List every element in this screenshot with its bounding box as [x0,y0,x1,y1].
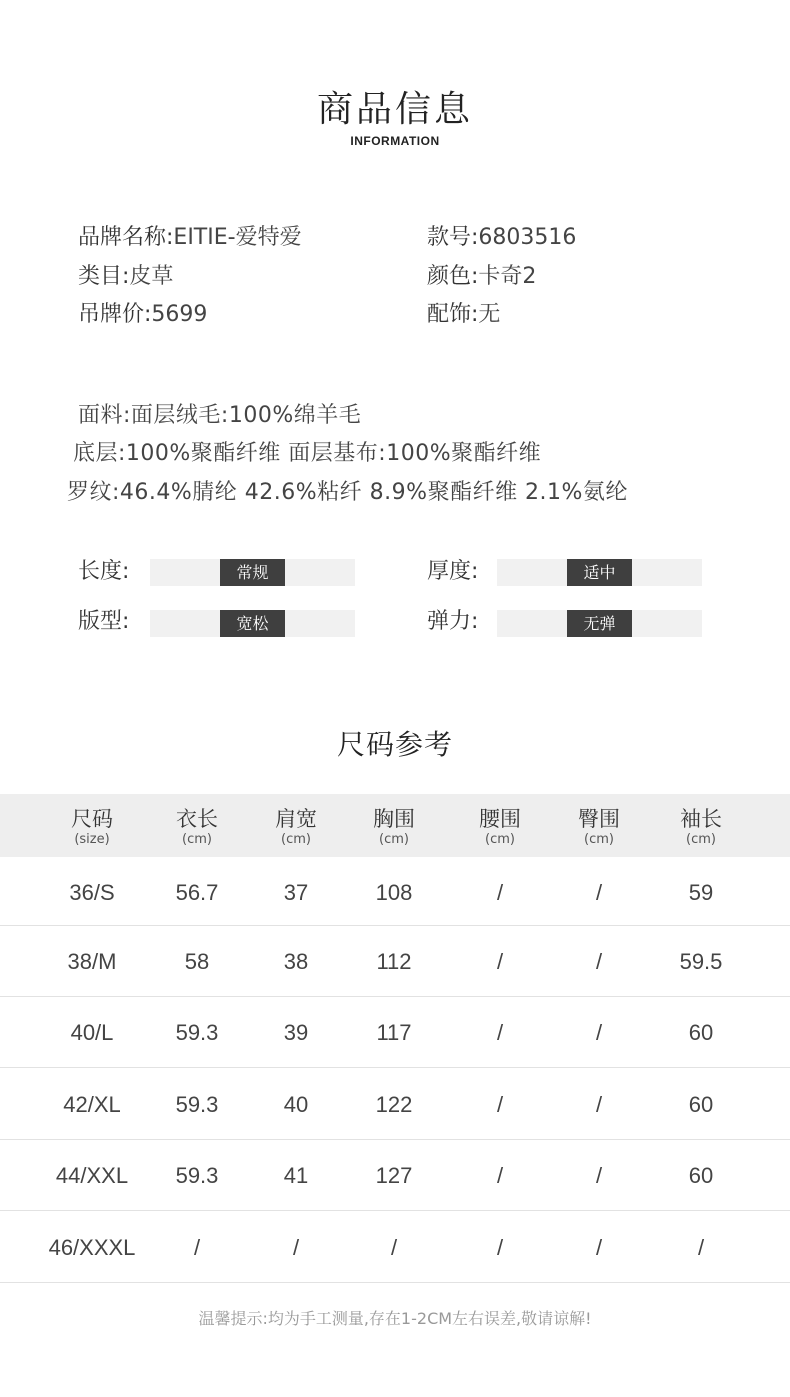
category-field [78,263,173,291]
style-number-field [427,224,576,252]
column-header-unit: (size) [74,832,110,847]
size-table-cell: / [496,879,504,905]
brand-value: EITIE-爱特爱 [173,225,302,250]
size-table-cell: / [390,1234,398,1260]
size-table-cell: 59.5 [679,949,723,974]
size-table-column-header [147,806,247,848]
size-table-cell: / [595,879,603,905]
size-table-size-cell: 46/XXXL [48,1234,136,1260]
size-table-size-cell: 42/XL [63,1091,121,1117]
measurement-note: 温馨提示:均为手工测量,存在1-2CM左右误差,敬请谅解! [198,1309,592,1328]
size-table-cell: 60 [688,1091,714,1117]
size-table-cell: / [595,949,603,974]
color-field [427,263,536,291]
tag-price-field [78,301,207,329]
column-header-unit: (cm) [182,832,212,847]
size-table-cell: 37 [283,879,309,905]
size-table-cell: 60 [688,1020,714,1045]
page-subtitle: INFORMATION [350,134,440,148]
category-label: 类目: [78,264,130,289]
brand-field [78,224,302,252]
size-table-cell: 60 [688,1162,714,1188]
table-row-divider [0,1139,790,1140]
size-table-size-cell: 44/XXL [55,1162,129,1188]
size-table-cell: 58 [184,949,210,974]
color-value: 卡奇2 [478,264,537,289]
column-header-unit: (cm) [379,832,409,847]
table-row-divider [0,1067,790,1068]
table-row-divider [0,1210,790,1211]
tag-price-label: 吊牌价: [78,302,152,327]
color-label: 颜色: [427,264,479,289]
size-table-cell: 40 [283,1091,309,1117]
size-table-column-header [246,806,346,848]
size-table-column-header [344,806,444,848]
column-header-label: 腰围 [479,807,521,831]
size-table-cell: / [496,949,504,974]
size-table-cell: / [496,1162,504,1188]
table-row-divider [0,925,790,926]
thickness-label: 厚度: [427,559,479,584]
thickness-tag: 适中 [567,559,632,586]
size-table-column-header [42,806,142,848]
size-table-cell: 59 [688,879,714,905]
category-value: 皮草 [129,264,174,289]
size-table-size-cell: 40/L [70,1020,114,1045]
size-table-cell: / [292,1234,300,1260]
column-header-unit: (cm) [281,832,311,847]
elasticity-label: 弹力: [427,609,479,634]
size-table-cell: / [193,1234,201,1260]
style-number-value: 6803516 [478,225,577,250]
size-table-cell: / [496,1020,504,1045]
table-row-divider [0,1282,790,1283]
size-table-cell: 41 [283,1162,309,1188]
size-table-cell: 38 [283,949,309,974]
size-table-cell: 59.3 [175,1162,219,1188]
fit-label: 版型: [78,609,130,634]
column-header-label: 肩宽 [275,807,317,831]
fit-tag: 宽松 [220,610,285,637]
style-number-label: 款号: [427,225,479,250]
size-table-cell: / [595,1091,603,1117]
column-header-unit: (cm) [485,832,515,847]
length-tag: 常规 [220,559,285,586]
elasticity-tag: 无弹 [567,610,632,637]
column-header-label: 衣长 [176,807,218,831]
size-table-cell: 112 [376,949,412,974]
length-label: 长度: [78,559,130,584]
column-header-label: 袖长 [680,807,722,831]
column-header-unit: (cm) [584,832,614,847]
brand-label: 品牌名称: [78,225,174,250]
size-table-size-cell: 36/S [69,879,115,905]
column-header-unit: (cm) [686,832,716,847]
size-table-cell: / [595,1162,603,1188]
size-table-cell: 108 [375,879,413,905]
page-title: 商品信息 [316,89,473,130]
fabric-line-outer: 面料:面层绒毛:100%绵羊毛 [78,403,362,428]
column-header-label: 臀围 [578,807,620,831]
fabric-line-base: 底层:100%聚酯纤维 面层基布:100%聚酯纤维 [73,441,542,466]
size-table-column-header [549,806,649,848]
accessory-field [427,301,500,329]
size-table-column-header [651,806,751,848]
size-table-cell: 122 [375,1091,413,1117]
size-table-cell: / [595,1020,603,1045]
size-table-cell: 117 [376,1020,412,1045]
size-table-cell: 59.3 [175,1020,219,1045]
accessory-label: 配饰: [427,302,479,327]
column-header-label: 尺码 [71,807,113,831]
size-table-cell: 39 [283,1020,309,1045]
size-table-cell: 127 [375,1162,413,1188]
size-table-cell: 56.7 [175,879,219,905]
size-table-cell: / [496,1091,504,1117]
size-table-cell: / [595,1234,603,1260]
column-header-label: 胸围 [373,807,415,831]
table-row-divider [0,996,790,997]
size-table-cell: 59.3 [175,1091,219,1117]
size-chart-title: 尺码参考 [336,728,453,761]
fabric-line-rib: 罗纹:46.4%腈纶 42.6%粘纤 8.9%聚酯纤维 2.1%氨纶 [67,480,628,505]
size-table-column-header [450,806,550,848]
size-table-cell: / [697,1234,705,1260]
accessory-value: 无 [478,302,501,327]
tag-price-value: 5699 [151,302,208,327]
size-table-cell: / [496,1234,504,1260]
size-table-size-cell: 38/M [67,949,117,974]
